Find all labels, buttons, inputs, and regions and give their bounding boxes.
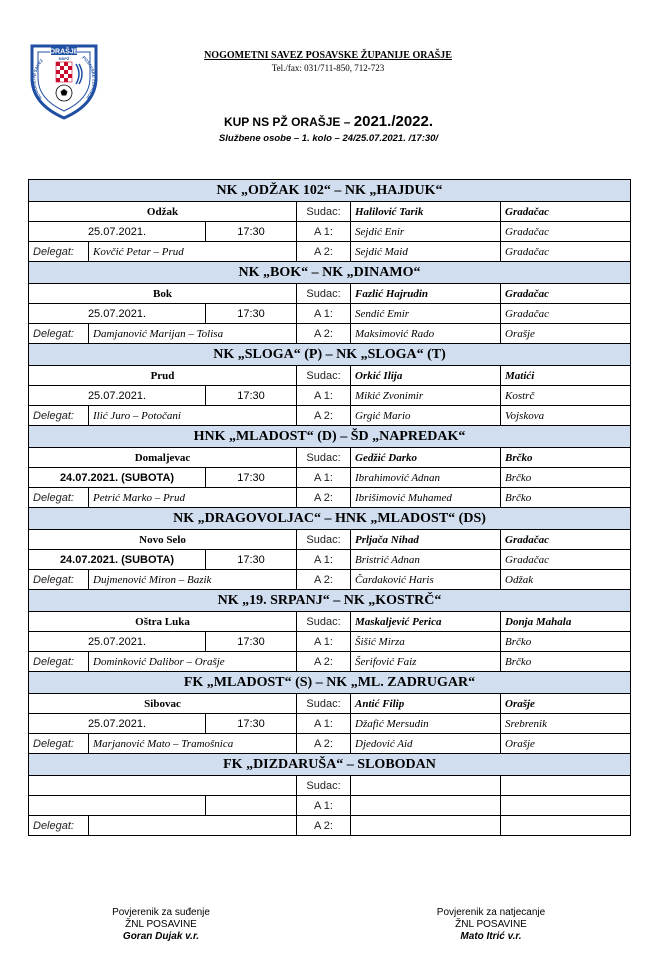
signature-competition-commissioner: Povjerenik za natjecanje ŽNL POSAVINE Mato Itrić v.r. xyxy=(381,907,601,943)
a1-label: A 1: xyxy=(297,386,351,406)
a2-label: A 2: xyxy=(297,570,351,590)
referee-label: Sudac: xyxy=(297,612,351,632)
match-date: 25.07.2021. xyxy=(29,304,206,324)
referee-name: Maskaljević Perica xyxy=(351,612,501,632)
assistant2-city: Brčko xyxy=(501,652,631,672)
assistant1-name: Sejdić Enir xyxy=(351,222,501,242)
assistant1-city: Srebrenik xyxy=(501,714,631,734)
assistant2-name: Sejdić Maid xyxy=(351,242,501,262)
match-teams: FK „MLADOST“ (S) – NK „ML. ZADRUGAR“ xyxy=(29,672,631,694)
delegate-label: Delegat: xyxy=(29,488,89,508)
match-date: 25.07.2021. xyxy=(29,632,206,652)
assistant1-city xyxy=(501,796,631,816)
match-time: 17:30 xyxy=(206,386,297,406)
page-subtitle: Službene osobe – 1. kolo – 24/25.07.2021. /17:30/ xyxy=(218,133,439,144)
match-header-row xyxy=(29,344,631,366)
venue: Odžak xyxy=(29,202,297,222)
assistant1-name: Mikić Zvonimir xyxy=(351,386,501,406)
referee-city: Donja Mahala xyxy=(501,612,631,632)
assistant2-row xyxy=(29,324,631,344)
fixtures-table xyxy=(28,179,631,836)
assistant2-row xyxy=(29,406,631,426)
delegate-label: Delegat: xyxy=(29,816,89,836)
delegate-name: Dominković Dalibor – Orašje xyxy=(89,652,297,672)
referee-name: Prljača Nihad xyxy=(351,530,501,550)
match-header-row xyxy=(29,754,631,776)
venue xyxy=(29,776,297,796)
referee-city: Matići xyxy=(501,366,631,386)
match-header-row xyxy=(29,262,631,284)
match-teams: NK „BOK“ – NK „DINAMO“ xyxy=(29,262,631,284)
match-time: 17:30 xyxy=(206,468,297,488)
delegate-label: Delegat: xyxy=(29,324,89,344)
assistant1-city: Gradačac xyxy=(501,304,631,324)
assistant2-name: Djedović Aid xyxy=(351,734,501,754)
assistant2-city: Brčko xyxy=(501,488,631,508)
assistant2-name: Ibrišimović Muhamed xyxy=(351,488,501,508)
assistant1-row xyxy=(29,796,631,816)
assistant1-name: Sendić Emir xyxy=(351,304,501,324)
match-teams: NK „SLOGA“ (P) – NK „SLOGA“ (T) xyxy=(29,344,631,366)
assistant1-row xyxy=(29,632,631,652)
svg-text:NSPŽ: NSPŽ xyxy=(58,56,70,61)
assistant1-city: Kostrč xyxy=(501,386,631,406)
delegate-label: Delegat: xyxy=(29,242,89,262)
match-time xyxy=(206,796,297,816)
a1-label: A 1: xyxy=(297,222,351,242)
assistant1-name xyxy=(351,796,501,816)
referee-label: Sudac: xyxy=(297,202,351,222)
venue: Prud xyxy=(29,366,297,386)
referee-name: Halilović Tarik xyxy=(351,202,501,222)
assistant2-city: Odžak xyxy=(501,570,631,590)
referee-row xyxy=(29,202,631,222)
season: 2021./2022. xyxy=(353,113,434,130)
delegate-name: Marjanović Mato – Tramošnica xyxy=(89,734,297,754)
referee-name: Orkić Ilija xyxy=(351,366,501,386)
venue: Domaljevac xyxy=(29,448,297,468)
signature-name: Mato Itrić v.r. xyxy=(460,931,522,942)
delegate-name: Ilić Juro – Potočani xyxy=(89,406,297,426)
match-teams: HNK „MLADOST“ (D) – ŠD „NAPREDAK“ xyxy=(29,426,631,448)
a1-label: A 1: xyxy=(297,714,351,734)
referee-row xyxy=(29,284,631,304)
a1-label: A 1: xyxy=(297,796,351,816)
a2-label: A 2: xyxy=(297,652,351,672)
delegate-label: Delegat: xyxy=(29,652,89,672)
referee-row xyxy=(29,776,631,796)
assistant1-city: Gradačac xyxy=(501,222,631,242)
delegate-name: Dujmenović Miron – Bazik xyxy=(89,570,297,590)
match-teams: NK „DRAGOVOLJAC“ – HNK „MLADOST“ (DS) xyxy=(29,508,631,530)
venue: Novo Selo xyxy=(29,530,297,550)
delegate-label: Delegat: xyxy=(29,734,89,754)
venue: Bok xyxy=(29,284,297,304)
svg-text:NOGOMETNI SAVEZ: NOGOMETNI SAVEZ xyxy=(31,57,44,101)
contact-phone: Tel./fax: 031/711-850, 712-723 xyxy=(271,63,385,73)
referee-row xyxy=(29,612,631,632)
assistant2-city: Orašje xyxy=(501,734,631,754)
a1-label: A 1: xyxy=(297,304,351,324)
delegate-name: Petrić Marko – Prud xyxy=(89,488,297,508)
delegate-name: Damjanović Marijan – Tolisa xyxy=(89,324,297,344)
assistant1-city: Brčko xyxy=(501,468,631,488)
assistant1-city: Brčko xyxy=(501,632,631,652)
assistant2-name xyxy=(351,816,501,836)
match-time: 17:30 xyxy=(206,304,297,324)
assistant2-row xyxy=(29,816,631,836)
venue: Oštra Luka xyxy=(29,612,297,632)
referee-city xyxy=(501,776,631,796)
a2-label: A 2: xyxy=(297,324,351,344)
match-date xyxy=(29,796,206,816)
referee-name: Fazlić Hajrudin xyxy=(351,284,501,304)
assistant2-row xyxy=(29,570,631,590)
referee-row xyxy=(29,366,631,386)
assistant2-city: Orašje xyxy=(501,324,631,344)
a1-label: A 1: xyxy=(297,632,351,652)
referee-row xyxy=(29,530,631,550)
venue: Sibovac xyxy=(29,694,297,714)
a2-label: A 2: xyxy=(297,242,351,262)
match-header-row xyxy=(29,180,631,202)
referee-city: Gradačac xyxy=(501,202,631,222)
signature-referee-commissioner: Povjerenik za suđenje ŽNL POSAVINE Goran Dujak v.r. xyxy=(51,907,271,943)
match-header-row xyxy=(29,508,631,530)
assistant1-name: Džafić Mersudin xyxy=(351,714,501,734)
match-date: 24.07.2021. (SUBOTA) xyxy=(29,468,206,488)
svg-text:ORAŠJE: ORAŠJE xyxy=(49,48,79,56)
delegate-name xyxy=(89,816,297,836)
organization-name: NOGOMETNI SAVEZ POSAVSKE ŽUPANIJE ORAŠJE xyxy=(204,50,452,61)
page-title: KUP NS PŽ ORAŠJE – 2021./2022. xyxy=(223,113,434,130)
svg-text:POSAVSKE ŽUPANIJE: POSAVSKE ŽUPANIJE xyxy=(81,54,97,101)
assistant2-name: Čardaković Haris xyxy=(351,570,501,590)
assistant2-row xyxy=(29,652,631,672)
match-teams: FK „DIZDARUŠA“ – SLOBODAN xyxy=(29,754,631,776)
assistant2-row xyxy=(29,242,631,262)
referee-name: Gedžić Darko xyxy=(351,448,501,468)
match-date: 25.07.2021. xyxy=(29,714,206,734)
referee-city: Orašje xyxy=(501,694,631,714)
checkerboard-shield xyxy=(56,62,72,82)
referee-city: Gradačac xyxy=(501,530,631,550)
assistant2-name: Šerifović Faiz xyxy=(351,652,501,672)
assistant1-city: Gradačac xyxy=(501,550,631,570)
referee-label: Sudac: xyxy=(297,448,351,468)
assistant2-name: Grgić Mario xyxy=(351,406,501,426)
delegate-label: Delegat: xyxy=(29,406,89,426)
a2-label: A 2: xyxy=(297,406,351,426)
assistant2-city xyxy=(501,816,631,836)
a2-label: A 2: xyxy=(297,488,351,508)
referee-city: Gradačac xyxy=(501,284,631,304)
a1-label: A 1: xyxy=(297,468,351,488)
assistant2-row xyxy=(29,488,631,508)
match-date: 25.07.2021. xyxy=(29,386,206,406)
referee-label: Sudac: xyxy=(297,776,351,796)
assistant1-row xyxy=(29,550,631,570)
assistant1-row xyxy=(29,714,631,734)
delegate-name: Kovčić Petar – Prud xyxy=(89,242,297,262)
referee-city: Brčko xyxy=(501,448,631,468)
nspz-logo xyxy=(28,38,100,120)
assistant2-name: Maksimović Rado xyxy=(351,324,501,344)
match-date: 24.07.2021. (SUBOTA) xyxy=(29,550,206,570)
referee-label: Sudac: xyxy=(297,530,351,550)
match-time: 17:30 xyxy=(206,550,297,570)
referee-label: Sudac: xyxy=(297,284,351,304)
match-header-row xyxy=(29,426,631,448)
match-time: 17:30 xyxy=(206,222,297,242)
match-teams: NK „19. SRPANJ“ – NK „KOSTRČ“ xyxy=(29,590,631,612)
a2-label: A 2: xyxy=(297,816,351,836)
assistant2-city: Gradačac xyxy=(501,242,631,262)
match-header-row xyxy=(29,590,631,612)
a2-label: A 2: xyxy=(297,734,351,754)
a1-label: A 1: xyxy=(297,550,351,570)
referee-row xyxy=(29,448,631,468)
match-teams: NK „ODŽAK 102“ – NK „HAJDUK“ xyxy=(29,180,631,202)
assistant1-row xyxy=(29,304,631,324)
assistant1-name: Šišić Mirza xyxy=(351,632,501,652)
signature-name: Goran Dujak v.r. xyxy=(122,931,200,942)
referee-name xyxy=(351,776,501,796)
assistant1-row xyxy=(29,468,631,488)
match-header-row xyxy=(29,672,631,694)
match-time: 17:30 xyxy=(206,632,297,652)
match-date: 25.07.2021. xyxy=(29,222,206,242)
referee-label: Sudac: xyxy=(297,366,351,386)
referee-name: Antić Filip xyxy=(351,694,501,714)
assistant2-row xyxy=(29,734,631,754)
referee-row xyxy=(29,694,631,714)
referee-label: Sudac: xyxy=(297,694,351,714)
assistant1-row xyxy=(29,386,631,406)
assistant2-city: Vojskova xyxy=(501,406,631,426)
match-time: 17:30 xyxy=(206,714,297,734)
assistant1-name: Bristrić Adnan xyxy=(351,550,501,570)
delegate-label: Delegat: xyxy=(29,570,89,590)
assistant1-row xyxy=(29,222,631,242)
assistant1-name: Ibrahimović Adnan xyxy=(351,468,501,488)
